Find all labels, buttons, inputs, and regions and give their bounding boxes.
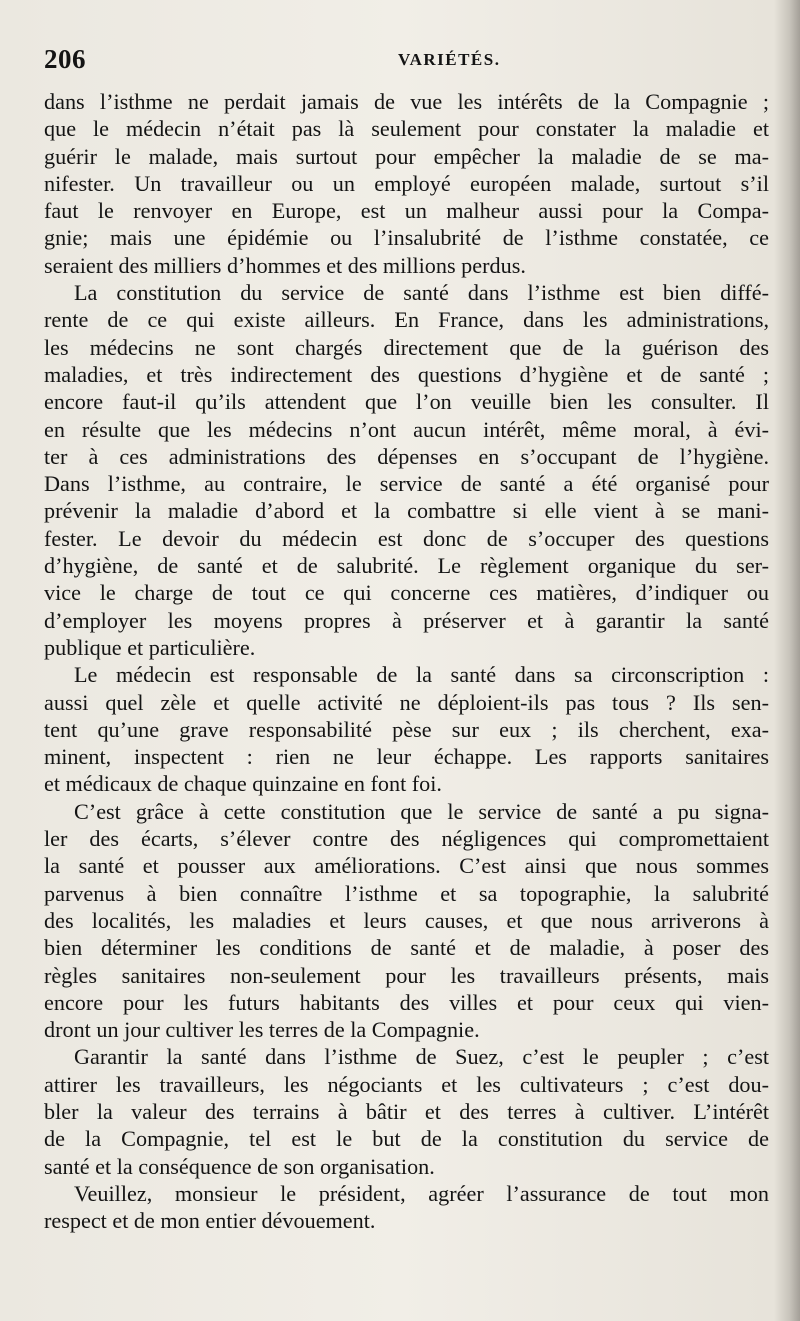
text-line: d’employer les moyens propres à préserver et à garantir la santé (44, 607, 769, 633)
text-line: règles sanitaires non-seulement pour les travailleurs présents, mais (44, 962, 769, 988)
text-line: encore faut-il qu’ils attendent que l’on veuille bien les consulter. Il (44, 389, 769, 415)
text-line: d’hygiène, de santé et de salubrité. Le règlement organique du ser- (44, 553, 769, 579)
text-line: Veuillez, monsieur le président, agréer l’assurance de tout mon (74, 1180, 769, 1206)
text-line: encore pour les futurs habitants des villes et pour ceux qui vien- (44, 989, 769, 1015)
text-line: ler des écarts, s’élever contre des négligences qui compromettaient (44, 826, 769, 852)
text-line: et médicaux de chaque quinzaine en font foi. (44, 771, 442, 797)
text-line: respect et de mon entier dévouement. (44, 1208, 376, 1234)
text-line: C’est grâce à cette constitution que le service de santé a pu signa- (74, 798, 769, 824)
text-line: bien déterminer les conditions de santé et de maladie, à poser des (44, 935, 769, 961)
text-line: Garantir la santé dans l’isthme de Suez, c’est le peupler ; c’est (74, 1044, 769, 1070)
text-line: de la Compagnie, tel est le but de la constitution du service de (44, 1126, 769, 1152)
text-line: les médecins ne sont chargés directement que de la guérison des (44, 334, 769, 360)
text-line: des localités, les maladies et leurs causes, et que nous arriverons à (44, 907, 769, 933)
text-line: parvenus à bien connaître l’isthme et sa topographie, la salubrité (44, 880, 769, 906)
text-line: nifester. Un travailleur ou un employé européen malade, surtout s’il (44, 170, 769, 196)
page-header (44, 44, 756, 80)
text-line: tent qu’une grave responsabilité pèse sur eux ; ils cherchent, exa- (44, 716, 769, 742)
text-line: rente de ce qui existe ailleurs. En France, dans les administrations, (44, 307, 769, 333)
text-line: dans l’isthme ne perdait jamais de vue les intérêts de la Compagnie ; (44, 89, 769, 114)
text-line: faut le renvoyer en Europe, est un malheur aussi pour la Compa- (44, 198, 769, 224)
text-line: la santé et pousser aux améliorations. C’est ainsi que nous sommes (44, 853, 769, 879)
text-line: aussi quel zèle et quelle activité ne déploient-ils pas tous ? Ils sen- (44, 689, 769, 715)
text-line: Dans l’isthme, au contraire, le service de santé a été organisé pour (44, 471, 769, 497)
text-line: ter à ces administrations des dépenses en s’occupant de l’hygiène. (44, 443, 769, 469)
text-line: minent, inspectent : rien ne leur échappe. Les rapports sanitaires (44, 744, 769, 770)
text-line: vice le charge de tout ce qui concerne ces matières, d’indiquer ou (44, 580, 769, 606)
text-line: santé et la conséquence de son organisation. (44, 1153, 435, 1179)
text-line: Le médecin est responsable de la santé dans sa circonscription : (74, 662, 769, 688)
page-edge-shadow (774, 0, 800, 1321)
text-line: bler la valeur des terrains à bâtir et des terres à cultiver. L’intérêt (44, 1098, 769, 1124)
text-line: attirer les travailleurs, les négociants et les cultivateurs ; c’est dou- (44, 1071, 769, 1097)
text-line: La constitution du service de santé dans l’isthme est bien diffé- (74, 280, 769, 306)
page-number: 206 (44, 44, 86, 74)
text-line: gnie; mais une épidémie ou l’insalubrité de l’isthme constatée, ce (44, 225, 769, 251)
text-line: maladies, et très indirectement des questions d’hygiène et de santé ; (44, 361, 769, 387)
running-title: VARIÉTÉS. (398, 50, 501, 69)
body-text (44, 88, 769, 1234)
text-line: guérir le malade, mais surtout pour empêcher la maladie de se ma- (44, 143, 769, 169)
text-line: en résulte que les médecins n’ont aucun intérêt, même moral, à évi- (44, 416, 769, 442)
text-line: prévenir la maladie d’abord et la combattre si elle vient à se mani- (44, 498, 769, 524)
text-line: publique et particulière. (44, 634, 256, 660)
text-line: fester. Le devoir du médecin est donc de s’occuper des questions (44, 525, 769, 551)
text-line: seraient des milliers d’hommes et des millions perdus. (44, 252, 526, 278)
text-line: dront un jour cultiver les terres de la Compagnie. (44, 1017, 480, 1043)
text-line: que le médecin n’était pas là seulement pour constater la maladie et (44, 116, 769, 142)
